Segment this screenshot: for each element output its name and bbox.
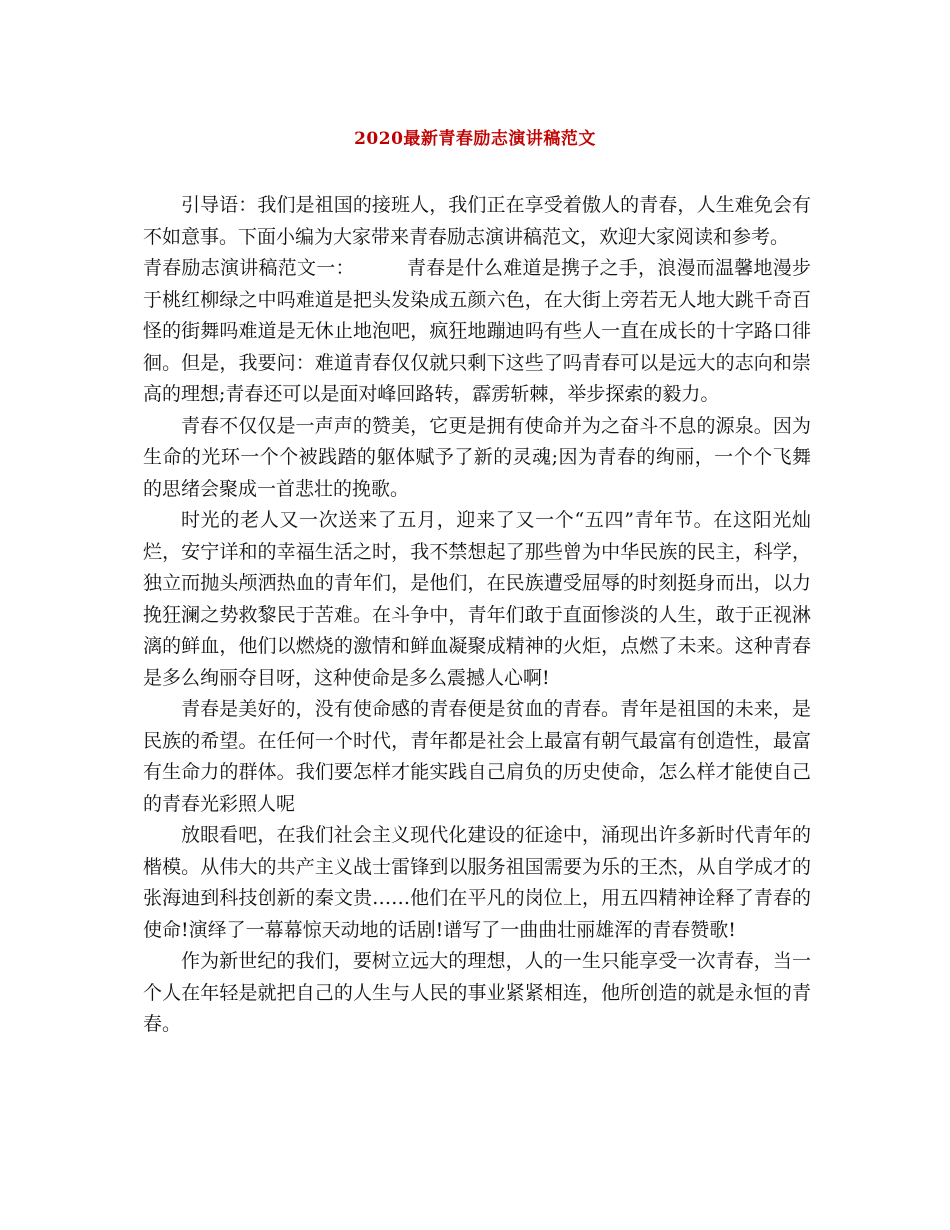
document-body <box>143 190 811 1041</box>
section-label: 青春励志演讲稿范文一： <box>143 257 355 279</box>
body-paragraph: 青春不仅仅是一声声的赞美，它更是拥有使命并为之奋斗不息的源泉。因为生命的光环一个个被践踏的躯体赋予了新的灵魂;因为青春的绚丽，一个个飞舞的思绪会聚成一首悲壮的挽歌。 <box>143 414 811 500</box>
document-title: 2020最新青春励志演讲稿范文 <box>354 129 596 149</box>
body-paragraph: 青春是美好的，没有使命感的青春便是贫血的青春。青年是祖国的未来，是民族的希望。在任何一个时代，青年都是社会上最富有朝气最富有创造性，最富有生命力的群体。我们要怎样才能实践自己肩负的历史使命，怎么样才能使自己的青春光彩照人呢 <box>143 698 811 815</box>
body-paragraph: 放眼看吧，在我们社会主义现代化建设的征途中，涌现出许多新时代青年的楷模。从伟大的共产主义战士雷锋到以服务祖国需要为乐的王杰，从自学成才的张海迪到科技创新的秦文贵……他们在平凡的岗位上，用五四精神诠释了青春的使命!演绎了一幕幕惊天动地的话剧!谱写了一曲曲壮丽雄浑的青春赞歌! <box>143 824 811 941</box>
section-text: 青春是什么难道是携子之手，浪漫而温馨地漫步于桃红柳绿之中吗难道是把头发染成五颜六色，在大街上旁若无人地大跳千奇百怪的街舞吗难道是无休止地泡吧，疯狂地蹦迪吗有些人一直在成长的十字路口徘徊。但是，我要问：难道青春仅仅就只剩下这些了吗青春可以是远大的志向和崇高的理想;青春还可以是面对峰回路转，霹雳斩棘，举步探索的毅力。 <box>143 257 811 405</box>
section-paragraph <box>143 253 811 411</box>
body-paragraph: 时光的老人又一次送来了五月，迎来了又一个“五四”青年节。在这阳光灿烂，安宁详和的幸福生活之时，我不禁想起了那些曾为中华民族的民主，科学，独立而抛头颅洒热血的青年们，是他们，在民族遭受屈辱的时刻挺身而出，以力挽狂澜之势救黎民于苦难。在斗争中，青年们敢于直面惨淡的人生，敢于正视淋漓的鲜血，他们以燃烧的激情和鲜血凝聚成精神的火炬，点燃了未来。这种青春是多么绚丽夺目呀，这种使命是多么震撼人心啊! <box>143 509 811 689</box>
intro-paragraph: 引导语：我们是祖国的接班人，我们正在享受着傲人的青春，人生难免会有不如意事。下面小编为大家带来青春励志演讲稿范文，欢迎大家阅读和参考。 <box>143 194 811 248</box>
body-paragraph: 作为新世纪的我们，要树立远大的理想，人的一生只能享受一次青春，当一个人在年轻是就把自己的人生与人民的事业紧紧相连，他所创造的就是永恒的青春。 <box>143 950 811 1035</box>
